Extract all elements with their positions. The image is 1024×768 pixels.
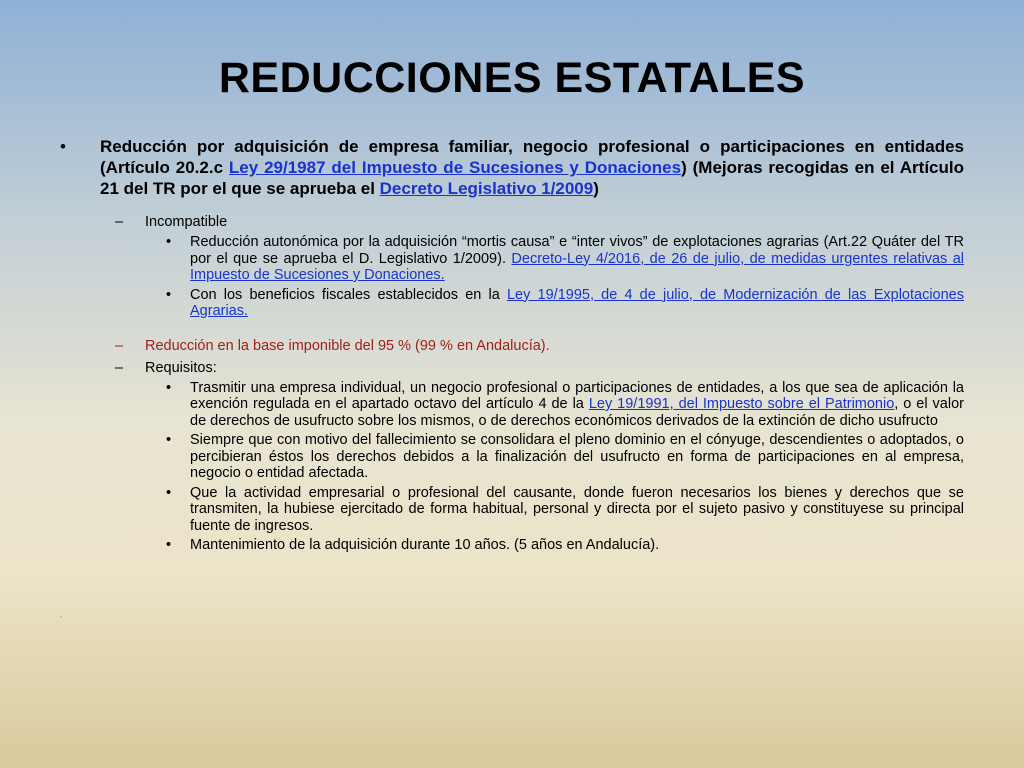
decreto-ley-4-2016-link[interactable]: Decreto-Ley 4/2016, de 26 de julio, de medidas urgentes relativas al Impuesto de Sucesiones y Donaciones. bbox=[190, 250, 964, 283]
requisito-1-text-a: Trasmitir una empresa individual, un negocio profesional o participaciones de entidades, a los que sea de aplicación la exención regulada en el apartado octavo del artículo 4 de la bbox=[190, 379, 964, 412]
incompatible-label: Incompatible bbox=[145, 214, 228, 230]
requisitos-label: Requisitos: bbox=[145, 359, 217, 376]
sub-bullet-marker: • bbox=[166, 484, 172, 501]
requisito-1 bbox=[60, 380, 964, 430]
main-text-1: Reducción por adquisición de empresa familiar, negocio profesional o participaciones en entidades (Artículo 20.2.c bbox=[100, 137, 964, 177]
incompatible-sub-2 bbox=[60, 287, 964, 320]
requisitos-item bbox=[60, 359, 964, 377]
decreto-1-2009-link[interactable]: Decreto Legislativo 1/2009 bbox=[379, 179, 594, 198]
law-29-1987-link[interactable]: Ley 29/1987 del Impuesto de Sucesiones y Donaciones bbox=[228, 158, 682, 177]
ley-19-1995-link[interactable]: Ley 19/1995, de 4 de julio, de Modernización de las Explotaciones Agrarias. bbox=[190, 286, 965, 319]
dash-marker: – bbox=[115, 359, 124, 376]
slide-title: REDUCCIONES ESTATALES bbox=[218, 54, 806, 102]
sub-bullet-marker: • bbox=[166, 286, 172, 303]
main-text-3: ) bbox=[593, 179, 599, 198]
bullet-marker: • bbox=[60, 137, 66, 156]
incompatible-sub-1 bbox=[60, 234, 964, 284]
main-bullet bbox=[60, 136, 964, 199]
reduction-item bbox=[60, 337, 964, 355]
dash-marker: – bbox=[115, 214, 124, 230]
sub-bullet-marker: • bbox=[166, 379, 172, 396]
requisito-3 bbox=[60, 485, 964, 535]
incompatible-item bbox=[60, 213, 964, 231]
main-text-2: ) (Mejoras recogidas en el Artículo 21 del TR por el que se aprueba el bbox=[100, 158, 964, 198]
requisito-1-text-b: , o el valor de derechos de usufructo sobre los mismos, o de derechos económicos derivados de la extinción de dicho usufructo bbox=[190, 396, 964, 429]
tiny-mark: . bbox=[60, 610, 63, 619]
requisito-2 bbox=[60, 432, 964, 482]
requisito-2-text: Siempre que con motivo del fallecimiento se consolidara el pleno dominio en el cónyuge, descendientes o adoptados, o percibieran éstos los derechos debidos a la finalización del usufructo en forma de participaciones en al empresa, negocio o entidad afectada. bbox=[190, 432, 964, 481]
requisito-3-text: Que la actividad empresarial o profesional del causante, donde fueron necesarios los bienes y derechos que se transmiten, la hubiese ejercitado de forma habitual, personal y directa por el sujeto pasivo y constituyese su principal fuente de ingresos. bbox=[190, 484, 964, 534]
reduction-text: Reducción en la base imponible del 95 % (99 % en Andalucía). bbox=[145, 337, 550, 354]
sub-bullet-marker: • bbox=[166, 432, 172, 448]
sub-bullet-marker: • bbox=[166, 537, 172, 553]
requisito-4 bbox=[60, 537, 964, 554]
ley-19-1991-link[interactable]: Ley 19/1991, del Impuesto sobre el Patrimonio bbox=[588, 396, 895, 412]
slide-content bbox=[60, 136, 964, 554]
requisito-4-text: Mantenimiento de la adquisición durante 10 años. (5 años en Andalucía). bbox=[190, 537, 660, 553]
incompatible-sub-1-text: Reducción autonómica por la adquisición “mortis causa” e “inter vivos” de explotaciones agrarias (Art.22 Quáter del TR por el que se aprueba el D. Legislativo 1/2009). bbox=[190, 234, 964, 267]
dash-marker: – bbox=[115, 337, 124, 354]
incompatible-sub-2-text: Con los beneficios fiscales establecidos en la bbox=[190, 286, 507, 303]
sub-bullet-marker: • bbox=[166, 234, 172, 250]
